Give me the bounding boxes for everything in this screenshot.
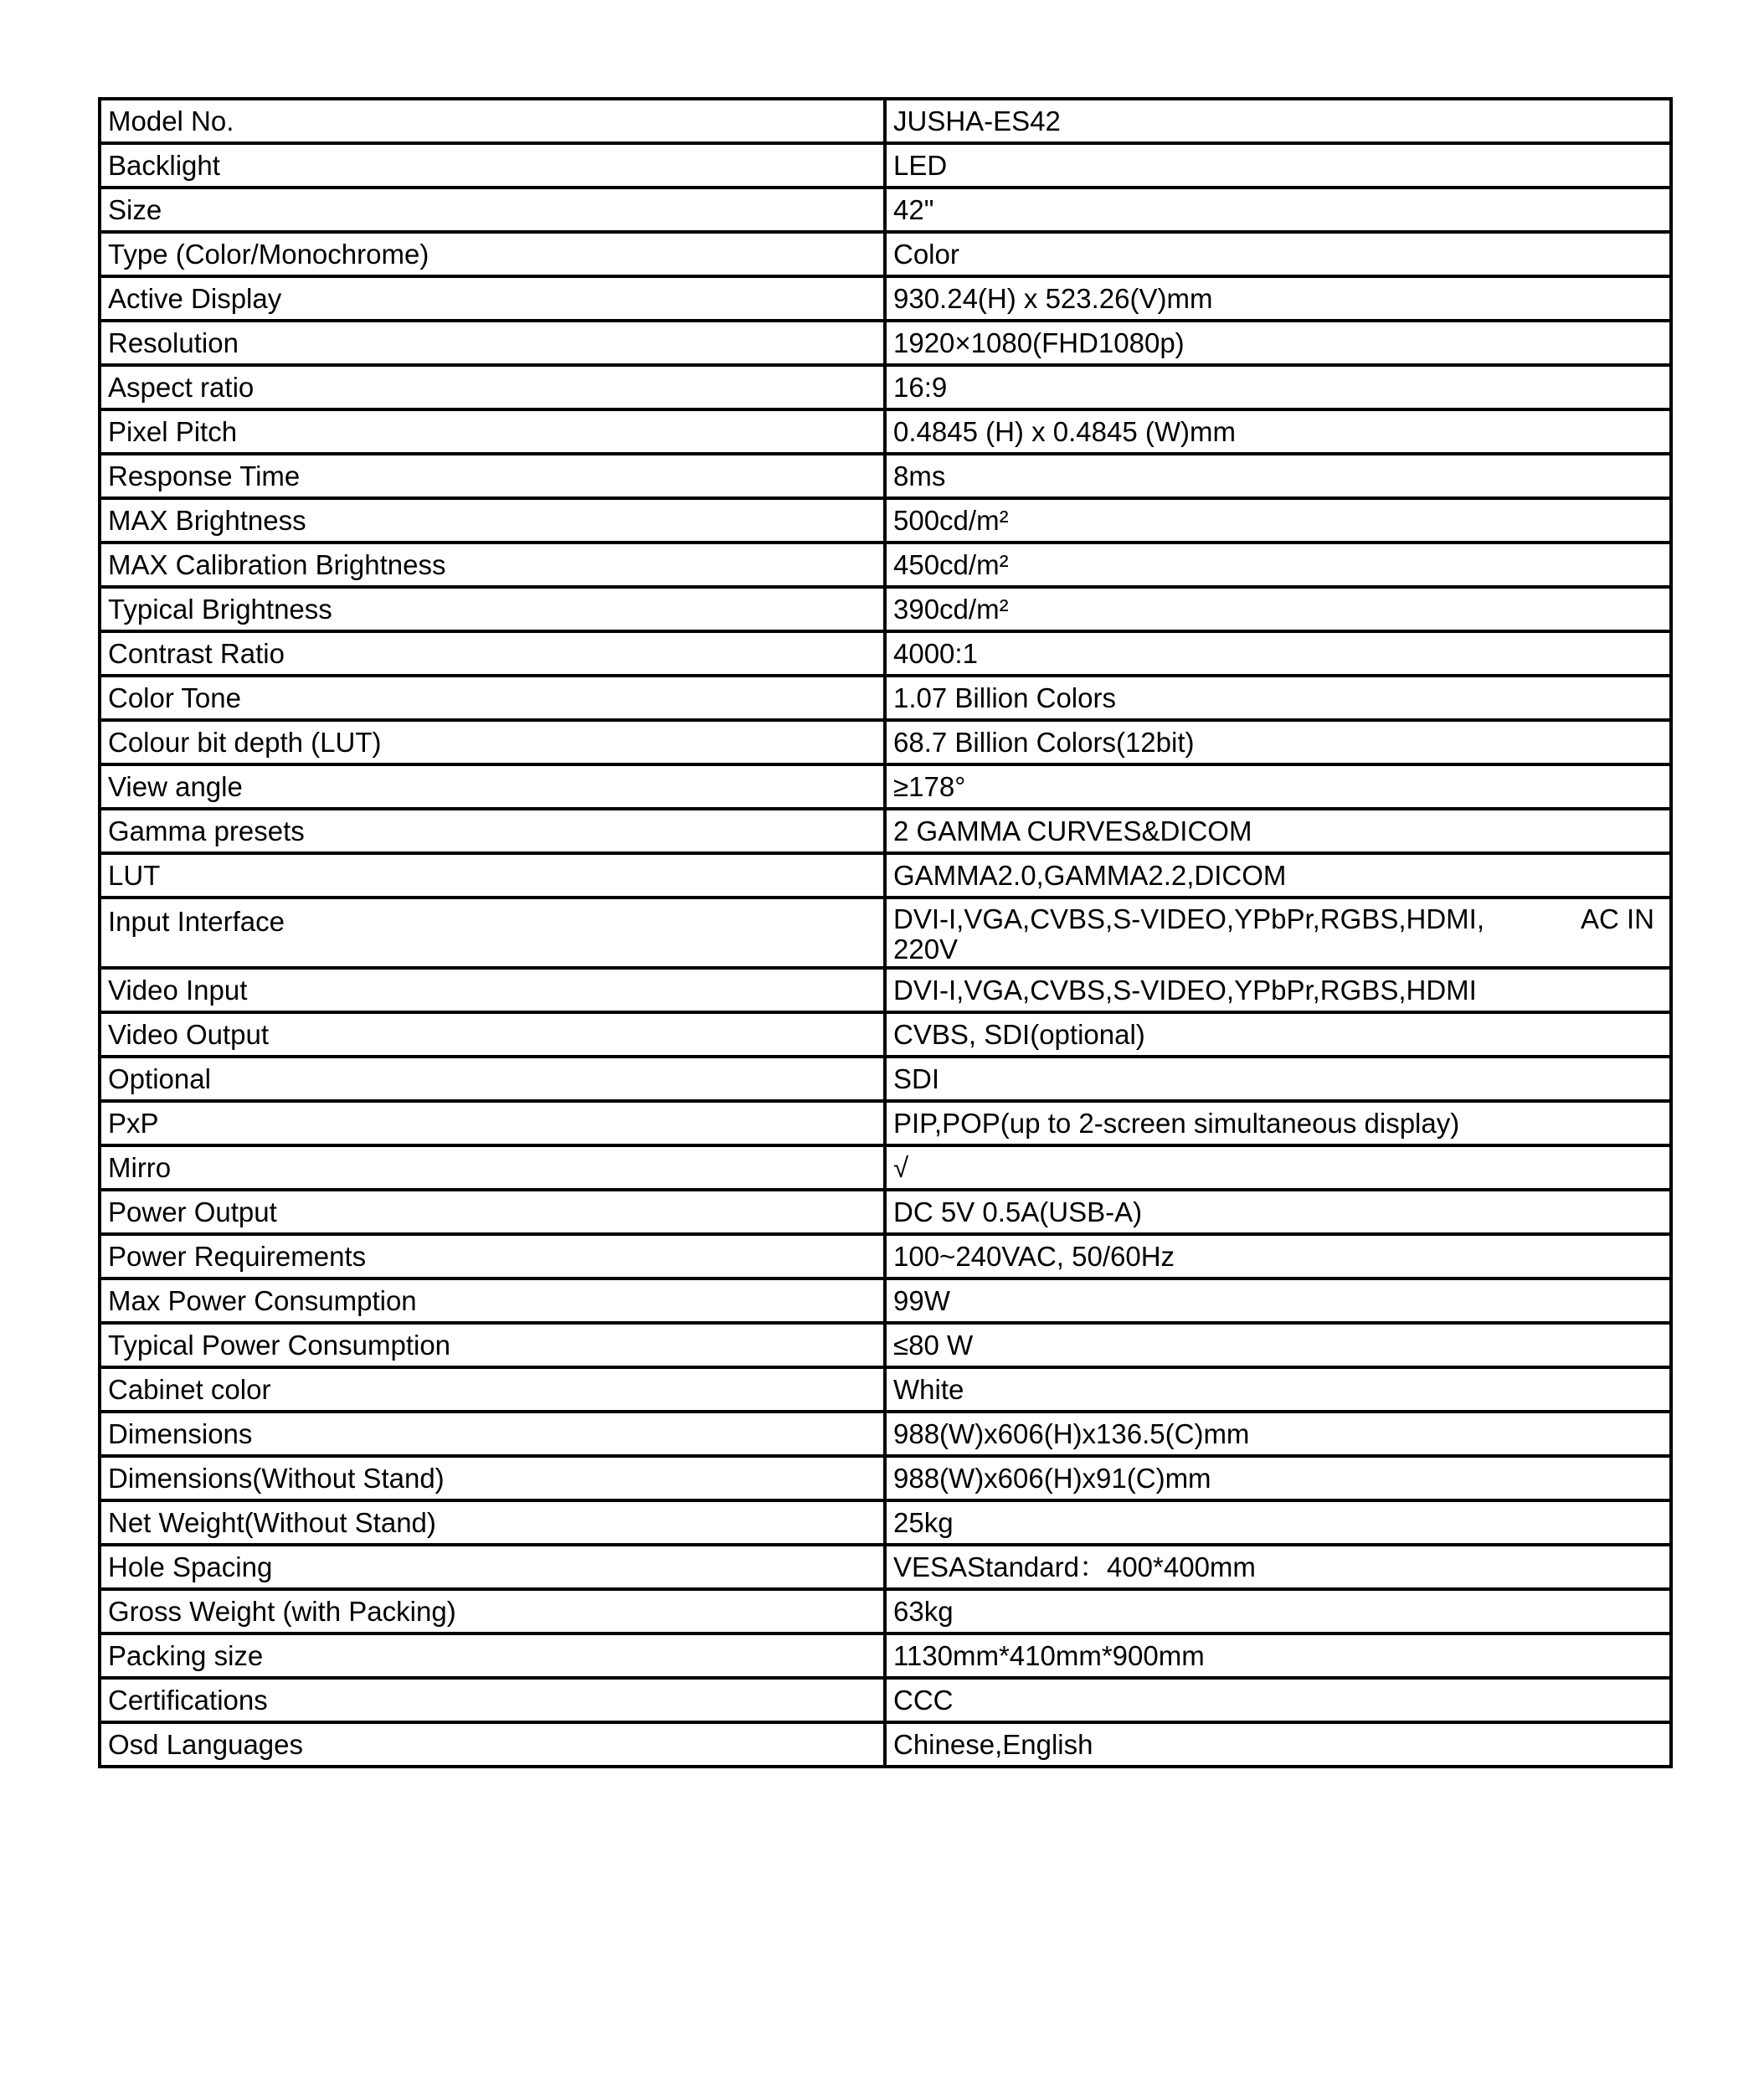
spec-label: Model No.: [100, 99, 885, 143]
spec-value: DVI-I,VGA,CVBS,S-VIDEO,YPbPr,RGBS,HDMI: [885, 968, 1671, 1012]
spec-label: Net Weight(Without Stand): [100, 1500, 885, 1545]
spec-value: LED: [885, 143, 1671, 188]
spec-value: Color: [885, 232, 1671, 276]
spec-label: Response Time: [100, 454, 885, 498]
spec-row: [100, 543, 1671, 587]
spec-label: Typical Power Consumption: [100, 1323, 885, 1367]
spec-row: [100, 498, 1671, 543]
spec-value: ≤80 W: [885, 1323, 1671, 1367]
spec-label: Typical Brightness: [100, 587, 885, 631]
spec-row: [100, 454, 1671, 498]
spec-value: CCC: [885, 1678, 1671, 1722]
spec-row: [100, 1634, 1671, 1678]
spec-value: 2 GAMMA CURVES&DICOM: [885, 809, 1671, 853]
spec-value: SDI: [885, 1057, 1671, 1101]
spec-value: [885, 898, 1671, 968]
spec-label: Size: [100, 188, 885, 232]
spec-value: 42": [885, 188, 1671, 232]
spec-value-line1: DVI-I,VGA,CVBS,S-VIDEO,YPbPr,RGBS,HDMI,: [893, 903, 1484, 934]
spec-row: [100, 720, 1671, 764]
spec-value: CVBS, SDI(optional): [885, 1012, 1671, 1057]
spec-row: [100, 1234, 1671, 1279]
spec-value: 8ms: [885, 454, 1671, 498]
spec-value: VESAStandard：400*400mm: [885, 1545, 1671, 1589]
spec-value: 63kg: [885, 1589, 1671, 1634]
spec-value-line1-right: AC IN: [1580, 903, 1654, 934]
spec-value: 16:9: [885, 365, 1671, 409]
spec-row: [100, 1190, 1671, 1234]
spec-label: PxP: [100, 1101, 885, 1145]
spec-row: [100, 1500, 1671, 1545]
spec-label: Color Tone: [100, 676, 885, 720]
spec-row: [100, 276, 1671, 321]
spec-label: Certifications: [100, 1678, 885, 1722]
spec-value: 500cd/m²: [885, 498, 1671, 543]
spec-label: Gamma presets: [100, 809, 885, 853]
spec-row: [100, 1412, 1671, 1456]
spec-value: DC 5V 0.5A(USB-A): [885, 1190, 1671, 1234]
spec-row: [100, 631, 1671, 676]
spec-label: Hole Spacing: [100, 1545, 885, 1589]
spec-label: Contrast Ratio: [100, 631, 885, 676]
spec-value: 68.7 Billion Colors(12bit): [885, 720, 1671, 764]
spec-row: [100, 1545, 1671, 1589]
spec-value: 0.4845 (H) x 0.4845 (W)mm: [885, 409, 1671, 454]
spec-row: [100, 1722, 1671, 1767]
spec-value: √: [885, 1145, 1671, 1190]
spec-label: Pixel Pitch: [100, 409, 885, 454]
spec-label: Osd Languages: [100, 1722, 885, 1767]
spec-row: [100, 1323, 1671, 1367]
spec-value: 1.07 Billion Colors: [885, 676, 1671, 720]
spec-row: [100, 1101, 1671, 1145]
spec-row: [100, 365, 1671, 409]
spec-row: [100, 1367, 1671, 1412]
spec-row: [100, 1145, 1671, 1190]
spec-row: [100, 409, 1671, 454]
spec-value: 1920×1080(FHD1080p): [885, 321, 1671, 365]
spec-value: 930.24(H) x 523.26(V)mm: [885, 276, 1671, 321]
spec-value: 100~240VAC, 50/60Hz: [885, 1234, 1671, 1279]
spec-label: Type (Color/Monochrome): [100, 232, 885, 276]
spec-row: [100, 1589, 1671, 1634]
spec-label: Cabinet color: [100, 1367, 885, 1412]
spec-row: [100, 968, 1671, 1012]
spec-value: GAMMA2.0,GAMMA2.2,DICOM: [885, 853, 1671, 898]
spec-row: [100, 1678, 1671, 1722]
spec-value: 1130mm*410mm*900mm: [885, 1634, 1671, 1678]
spec-value: 4000:1: [885, 631, 1671, 676]
spec-table: [98, 97, 1673, 1768]
spec-row: [100, 232, 1671, 276]
spec-value: 25kg: [885, 1500, 1671, 1545]
spec-label: Power Requirements: [100, 1234, 885, 1279]
spec-label: Video Input: [100, 968, 885, 1012]
spec-label: LUT: [100, 853, 885, 898]
spec-row: [100, 1057, 1671, 1101]
spec-label: Max Power Consumption: [100, 1279, 885, 1323]
spec-label: Backlight: [100, 143, 885, 188]
spec-label: Mirro: [100, 1145, 885, 1190]
spec-value: Chinese,English: [885, 1722, 1671, 1767]
spec-value: 450cd/m²: [885, 543, 1671, 587]
spec-value: JUSHA-ES42: [885, 99, 1671, 143]
spec-label: Packing size: [100, 1634, 885, 1678]
spec-label: MAX Brightness: [100, 498, 885, 543]
spec-label: MAX Calibration Brightness: [100, 543, 885, 587]
spec-value: 988(W)x606(H)x136.5(C)mm: [885, 1412, 1671, 1456]
spec-value: 390cd/m²: [885, 587, 1671, 631]
spec-label: View angle: [100, 764, 885, 809]
spec-row: [100, 809, 1671, 853]
spec-label: Aspect ratio: [100, 365, 885, 409]
spec-label: Active Display: [100, 276, 885, 321]
spec-row: [100, 321, 1671, 365]
spec-row: [100, 853, 1671, 898]
spec-value-line2: 220V: [893, 934, 959, 962]
spec-label: Gross Weight (with Packing): [100, 1589, 885, 1634]
spec-row: [100, 898, 1671, 968]
spec-label: Video Output: [100, 1012, 885, 1057]
spec-row: [100, 99, 1671, 143]
spec-row: [100, 676, 1671, 720]
spec-label: Colour bit depth (LUT): [100, 720, 885, 764]
spec-value: White: [885, 1367, 1671, 1412]
spec-label: Optional: [100, 1057, 885, 1101]
spec-row: [100, 764, 1671, 809]
spec-value: 988(W)x606(H)x91(C)mm: [885, 1456, 1671, 1500]
spec-row: [100, 1456, 1671, 1500]
spec-row: [100, 188, 1671, 232]
spec-label: Power Output: [100, 1190, 885, 1234]
spec-label: Resolution: [100, 321, 885, 365]
spec-row: [100, 587, 1671, 631]
spec-label: Input Interface: [100, 898, 885, 968]
spec-row: [100, 143, 1671, 188]
spec-value: 99W: [885, 1279, 1671, 1323]
spec-value: ≥178°: [885, 764, 1671, 809]
spec-row: [100, 1279, 1671, 1323]
spec-label: Dimensions(Without Stand): [100, 1456, 885, 1500]
spec-value: PIP,POP(up to 2-screen simultaneous display): [885, 1101, 1671, 1145]
spec-row: [100, 1012, 1671, 1057]
spec-label: Dimensions: [100, 1412, 885, 1456]
